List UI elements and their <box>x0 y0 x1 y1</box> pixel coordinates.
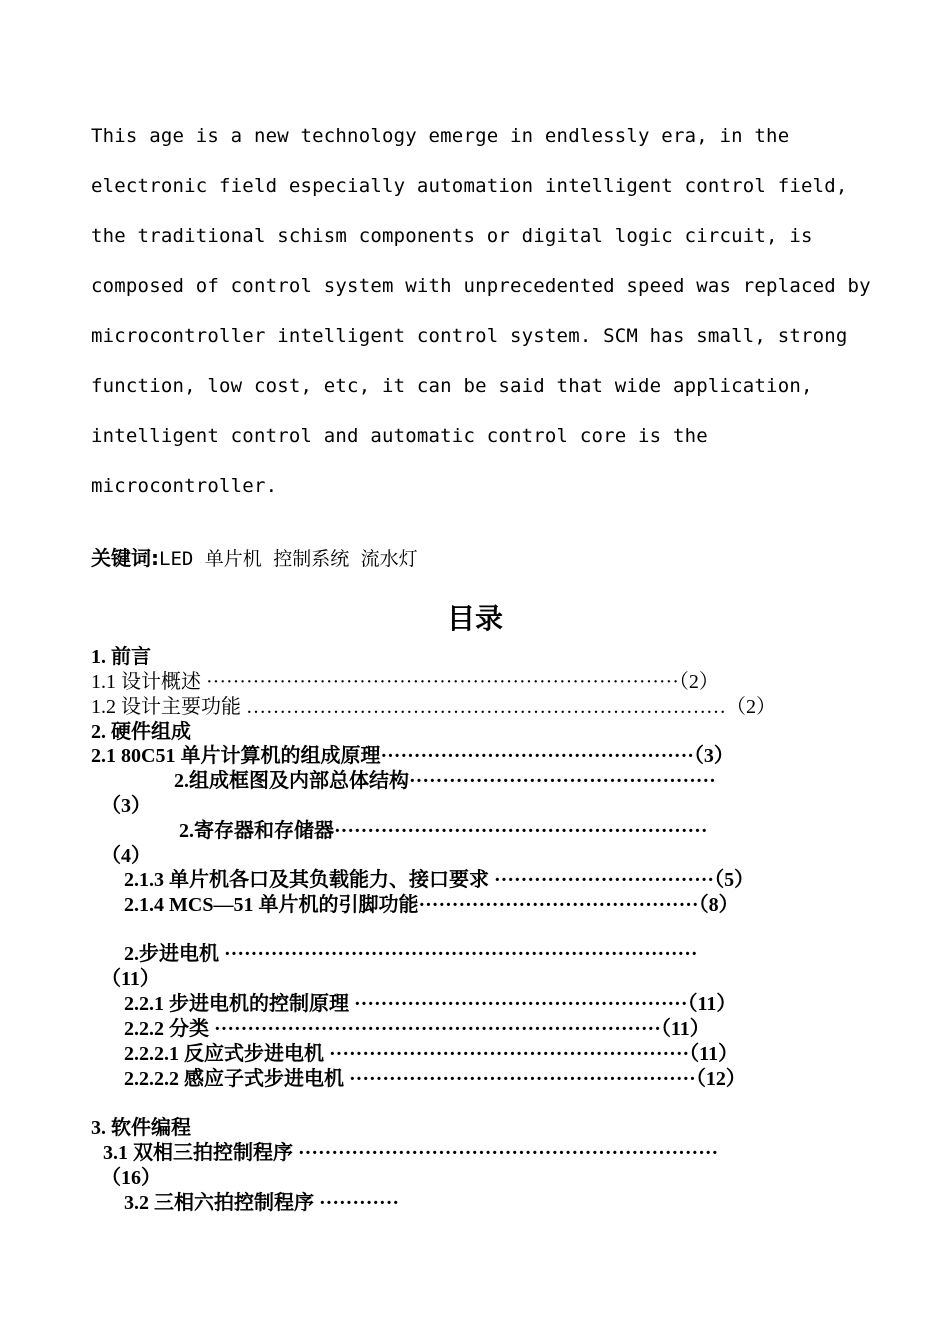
toc-page-number: （4） <box>101 845 151 867</box>
toc-entry[interactable]: 3.1 双相三拍控制程序 ······························································· <box>103 1142 719 1164</box>
abstract-line: function, low cost, etc, it can be said that wide application, <box>91 375 813 397</box>
abstract-line: microcontroller. <box>91 475 278 497</box>
abstract-line: electronic field especially automation intelligent control field, <box>91 175 848 197</box>
toc-entry[interactable]: 2.寄存器和存储器························································ <box>179 820 708 842</box>
abstract-line: This age is a new technology emerge in endlessly era, in the <box>91 125 790 147</box>
keywords-line <box>91 542 418 571</box>
toc-page-number: （16） <box>101 1167 161 1189</box>
abstract-line: microcontroller intelligent control system. SCM has small, strong <box>91 325 848 347</box>
toc-entry[interactable]: 3.2 三相六拍控制程序 ············ <box>124 1192 400 1214</box>
toc-page-number: （3） <box>101 795 151 817</box>
abstract-line: the traditional schism components or digital logic circuit, is <box>91 225 813 247</box>
toc-entry[interactable]: 3. 软件编程 <box>91 1117 191 1139</box>
toc-entry[interactable]: 2.2.2.1 反应式步进电机 ······················································（11） <box>124 1043 739 1065</box>
abstract-line: intelligent control and automatic control core is the <box>91 425 708 447</box>
toc-title: 目录 <box>446 602 503 635</box>
toc-entry[interactable]: 2.组成框图及内部总体结构·············································· <box>174 770 716 792</box>
abstract-line: composed of control system with unprecedented speed was replaced by <box>91 275 871 297</box>
toc-entry[interactable]: 2.2.1 步进电机的控制原理 ··················································（11） <box>124 993 737 1015</box>
toc-entry[interactable]: 1.2 设计主要功能 ………………………………………………………………（2） <box>91 696 776 718</box>
keywords-value: LED 单片机 控制系统 流水灯 <box>159 548 418 570</box>
toc-entry[interactable]: 2.2.2.2 感应子式步进电机 ····················································（12） <box>124 1068 746 1090</box>
toc-entry[interactable]: 2. 硬件组成 <box>91 721 191 743</box>
keywords-label: 关键词: <box>91 546 159 570</box>
toc-entry[interactable]: 2.1 80C51 单片计算机的组成原理···············································（3） <box>91 745 734 767</box>
toc-entry[interactable]: 1.1 设计概述 ·······································································（2） <box>91 671 719 693</box>
toc-entry[interactable]: 2.2.2 分类 ···································································（11） <box>124 1018 710 1040</box>
toc-entry[interactable]: 2.1.4 MCS—51 单片机的引脚功能··········································（8） <box>124 894 739 916</box>
toc-entry[interactable]: 2.步进电机 ······································································· <box>124 943 698 965</box>
toc-entry[interactable]: 2.1.3 单片机各口及其负载能力、接口要求 ·································（5） <box>124 869 755 891</box>
toc-entry[interactable]: 1. 前言 <box>91 646 151 668</box>
toc-page-number: （11） <box>101 968 160 990</box>
